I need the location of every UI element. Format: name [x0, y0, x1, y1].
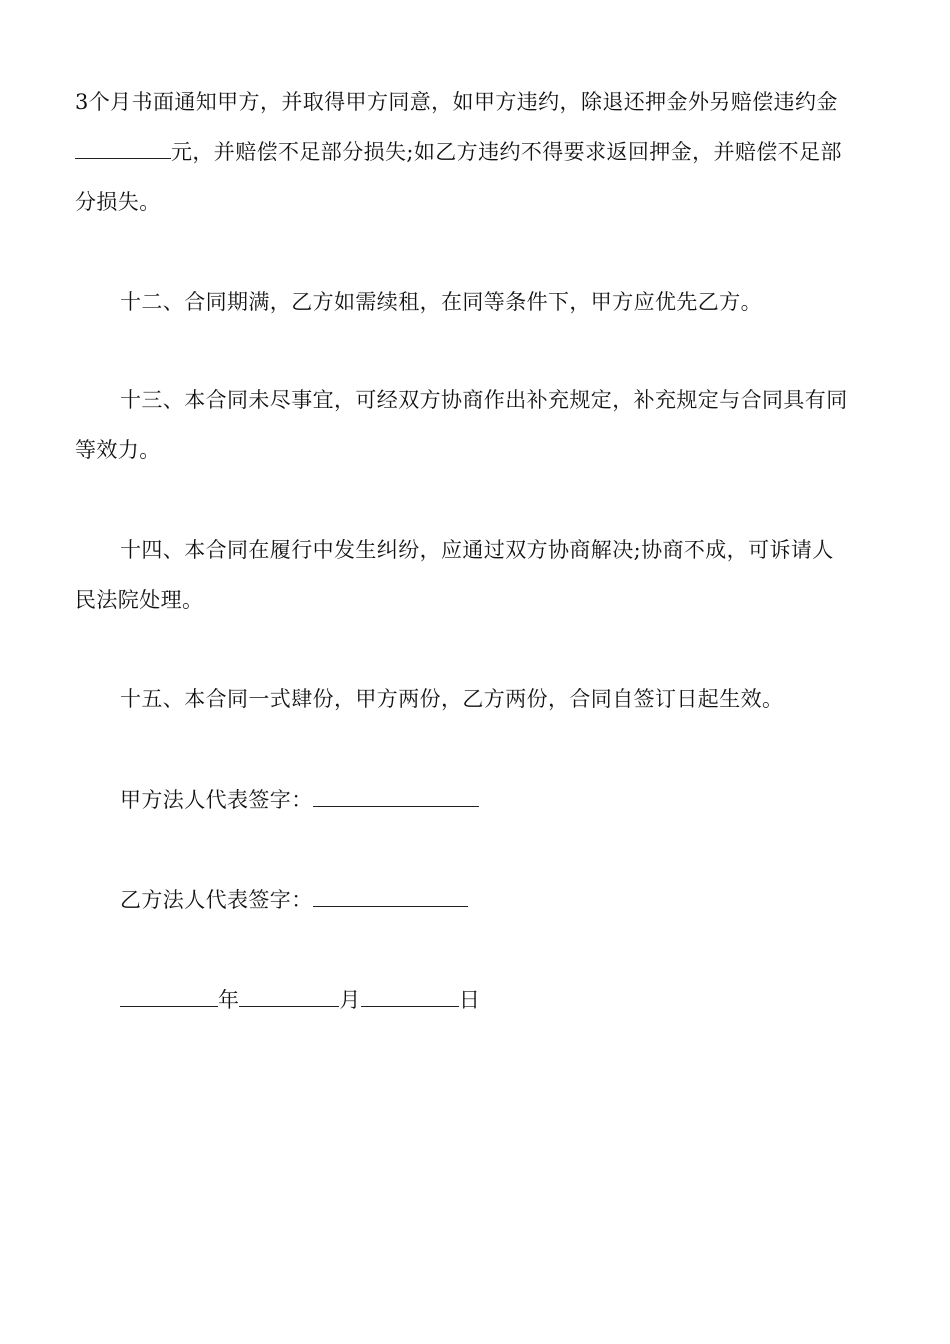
clause-14-line-2: 民法院处理。	[75, 588, 204, 612]
signing-date-row	[120, 986, 480, 1014]
penalty-amount-blank	[75, 138, 171, 159]
clause-13-line-2: 等效力。	[75, 438, 161, 462]
party-b-signature-blank	[313, 886, 468, 907]
party-b-signature-label: 乙方法人代表签字：	[120, 888, 313, 912]
day-label: 日	[458, 988, 481, 1012]
year-blank	[120, 986, 218, 1007]
party-a-signature-row	[120, 786, 479, 814]
clause-12: 十二、合同期满，乙方如需续租，在同等条件下，甲方应优先乙方。	[120, 290, 762, 314]
clause-11-line-1: 3个月书面通知甲方，并取得甲方同意，如甲方违约，除退还押金外另赔偿违约金	[75, 90, 838, 114]
clause-14-line-1: 十四、本合同在履行中发生纠纷，应通过双方协商解决;协商不成，可诉请人	[120, 538, 834, 562]
party-a-signature-blank	[313, 786, 479, 807]
clause-11-line-2-text: 元，并赔偿不足部分损失;如乙方违约不得要求返回押金，并赔偿不足部	[171, 140, 842, 164]
clause-11-line-3: 分损失。	[75, 190, 161, 214]
clause-13-line-1: 十三、本合同未尽事宜，可经双方协商作出补充规定，补充规定与合同具有同	[120, 388, 848, 412]
clause-15: 十五、本合同一式肆份，甲方两份，乙方两份，合同自签订日起生效。	[120, 687, 784, 711]
month-label: 月	[339, 988, 361, 1012]
party-b-signature-row	[120, 886, 468, 914]
party-a-signature-label: 甲方法人代表签字：	[120, 788, 313, 812]
day-blank	[361, 986, 459, 1007]
year-label: 年	[218, 988, 240, 1012]
clause-11-line-2	[75, 138, 842, 166]
month-blank	[239, 986, 339, 1007]
